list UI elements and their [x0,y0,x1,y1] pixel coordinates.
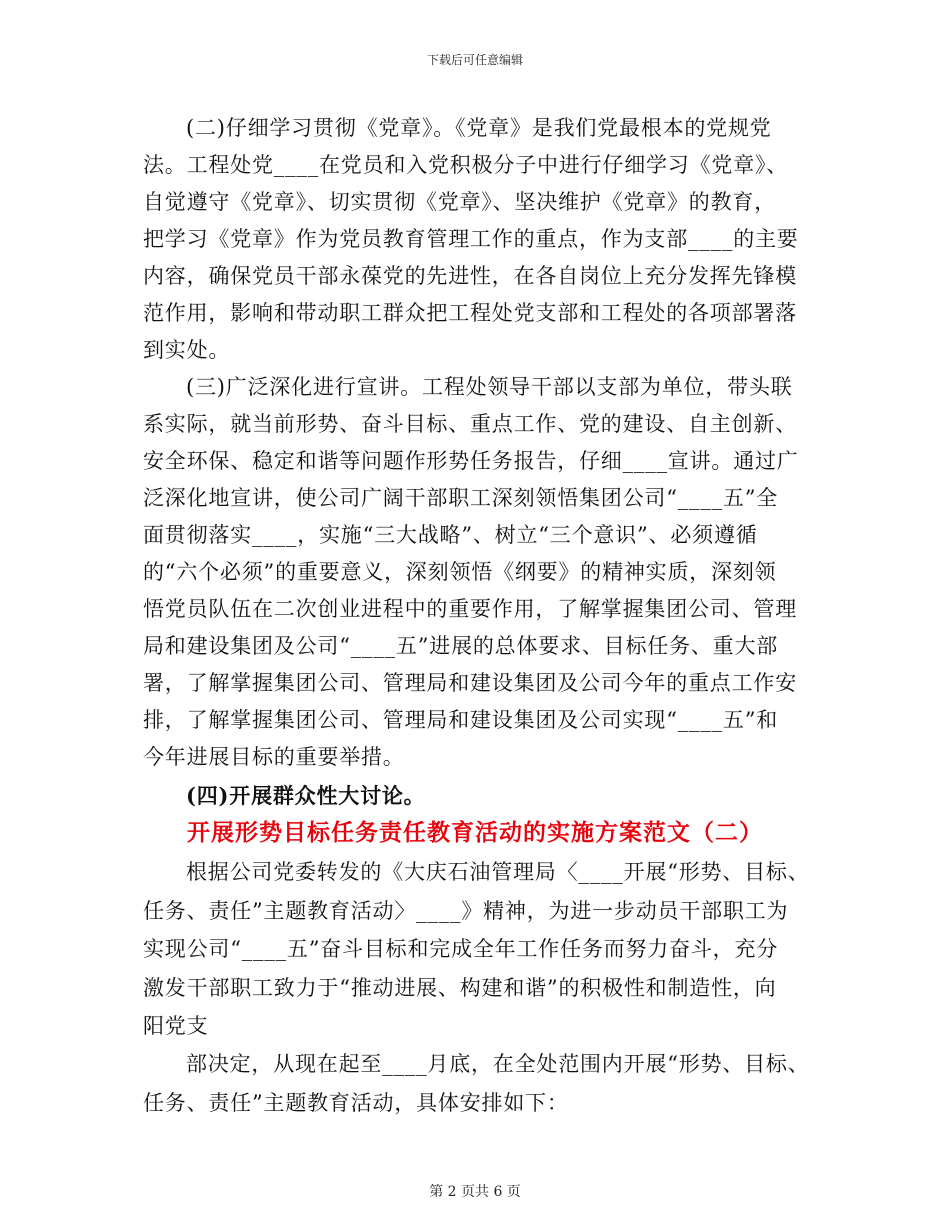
section2-line-7: 到实处。 [143,338,231,362]
article-para2-line-2: 任务、责任”主题教育活动，具体安排如下： [143,1091,569,1115]
article-para1-line-4: 激发干部职工致力于“推动进展、构建和谐”的积极性和制造性，向 [143,976,777,1000]
page-footer: 第 2 页共 6 页 [429,1184,521,1200]
section2-line-1: (二)仔细学习贯彻《党章》。《党章》是我们党最根本的党规党 [186,116,772,140]
section3-line-3: 安全环保、稳定和谐等问题作形势任务报告，仔细____宣讲。通过广 [143,449,799,473]
section3-line-6: 的“六个必须”的重要意义，深刻领悟《纲要》的精神实质，深刻领 [143,560,777,584]
section3-line-10: 排，了解掌握集团公司、管理局和建设集团及公司实现“____五”和 [143,708,779,732]
section3-line-4: 泛深化地宣讲，使公司广阔干部职工深刻领悟集团公司“____五”全 [143,486,779,510]
article-para1-line-2: 任务、责任”主题教育活动〉____》精神，为进一步动员干部职工为 [143,899,789,923]
section3-line-5: 面贯彻落实____，实施“三大战略”、树立“三个意识”、必须遵循 [143,523,758,547]
article-para2-line-1: 部决定，从现在起至____月底，在全处范围内开展“形势、目标、 [186,1052,810,1076]
section2-line-4: 把学习《党章》作为党员教育管理工作的重点，作为支部____的主要 [143,227,799,251]
page-header: 下载后可任意编辑 [426,53,523,67]
section2-line-5: 内容，确保党员干部永葆党的先进性，在各自岗位上充分发挥先锋模 [143,264,797,288]
section2-line-2: 法。工程处党____在党员和入党积极分子中进行仔细学习《党章》、 [143,153,789,177]
section3-line-2: 系实际，就当前形势、奋斗目标、重点工作、党的建设、自主创新、 [143,412,797,436]
section3-line-7: 悟党员队伍在二次创业进程中的重要作用，了解掌握集团公司、管理 [143,597,797,621]
section3-line-9: 署，了解掌握集团公司、管理局和建设集团及公司今年的重点工作安 [143,671,797,695]
article-para1-line-5: 阳党支 [143,1014,209,1038]
section2-line-3: 自觉遵守《党章》、切实贯彻《党章》、坚决维护《党章》的教育， [143,190,776,214]
section3-line-11: 今年进展目标的重要举措。 [143,745,405,769]
article-title: 开展形势目标任务责任教育活动的实施方案范文（二） [187,819,763,846]
article-para1-line-1: 根据公司党委转发的《大庆石油管理局〈____开展“形势、目标、 [186,860,810,884]
section2-line-6: 范作用，影响和带动职工群众把工程处党支部和工程处的各项部署落 [143,301,797,325]
section3-line-1: (三)广泛深化进行宣讲。工程处领导干部以支部为单位，带头联 [186,375,793,399]
section4-heading: (四)开展群众性大讨论。 [186,783,426,808]
section3-line-8: 局和建设集团及公司“____五”进展的总体要求、目标任务、重大部 [143,634,779,658]
article-para1-line-3: 实现公司“____五”奋斗目标和完成全年工作任务而努力奋斗，充分 [143,937,779,961]
